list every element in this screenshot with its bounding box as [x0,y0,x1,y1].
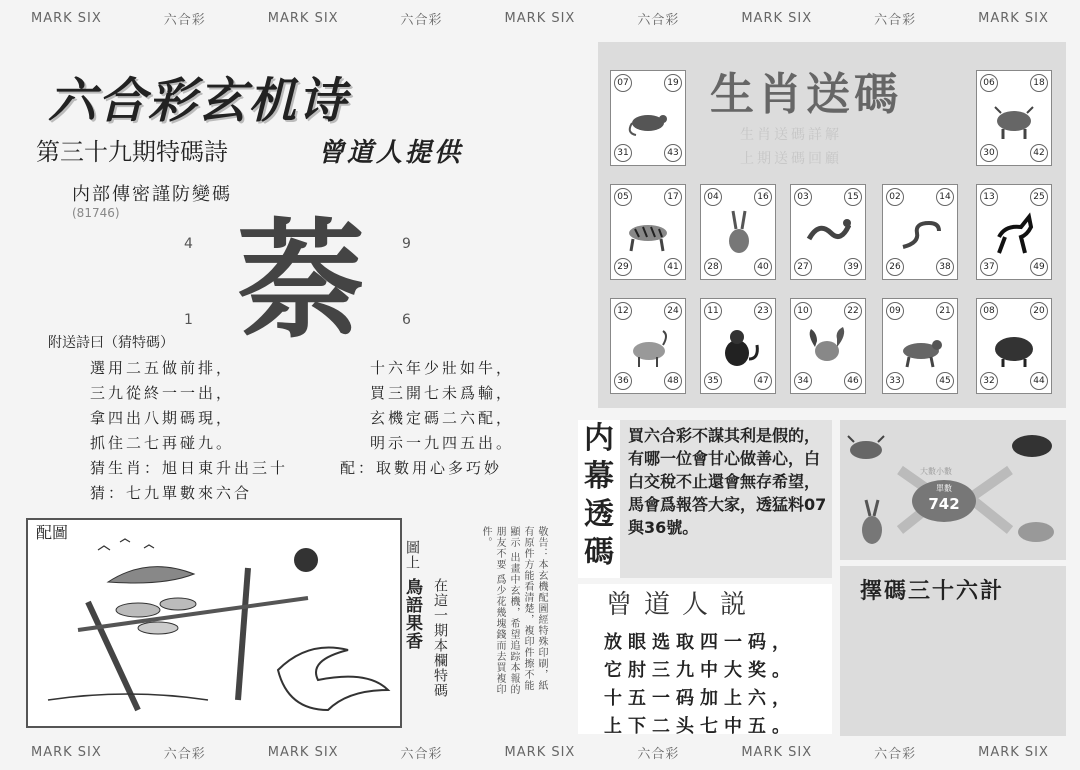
dog-icon [897,323,943,369]
zodiac-faint-line: 上期送碼回顧 [740,151,842,167]
curtain-label-char: 幕 [584,459,614,494]
poem-line: 玄機定碼二六配， [370,409,515,427]
zodiac-faint-line: 生肖送碼詳解 [740,127,842,143]
banner-item: 六合彩 [874,12,917,28]
corner-bottom-right: 6 [402,312,411,328]
dial-faint-label: 大數小數 [920,467,952,476]
zodiac-number: 43 [664,144,682,162]
zodiac-number: 20 [1030,302,1048,320]
zodiac-card [610,298,686,394]
zodiac-card [610,70,686,166]
zodiac-number: 03 [794,188,812,206]
poem-line: 明示一九四五出。 [370,434,515,452]
banner-item: 六合彩 [637,12,680,28]
zodiac-card [882,298,958,394]
poem-right-column [370,356,514,456]
zodiac-number: 44 [1030,372,1048,390]
banner-item: MARK SIX [267,744,339,760]
zodiac-number: 37 [980,258,998,276]
banner-item: 六合彩 [637,746,680,762]
ox-icon [991,95,1037,141]
disclaimer-line: 有原件方能看清楚，複印件擦不能顯示 [508,526,533,691]
curtain-label-char: 碼 [584,535,614,570]
monkey-icon [715,323,761,369]
corner-top-left: 4 [184,236,193,252]
zodiac-card [882,184,958,280]
zodiac-card [700,298,776,394]
zodiac-number: 08 [980,302,998,320]
code-number: (81746) [72,206,120,220]
poem-line: 抓住二七再碰九。 [90,434,235,452]
zodiac-number: 47 [754,372,772,390]
inner-code-label: 内部傳密謹防變碼 [72,184,232,205]
disclaimer-line: 爲少花幾塊錢而去買複印件。 [480,526,505,696]
zodiac-number: 41 [664,258,682,276]
zodiac-number: 40 [754,258,772,276]
zodiac-card [976,70,1052,166]
banner-item: 六合彩 [874,746,917,762]
zodiac-number: 19 [664,74,682,92]
corner-top-right: 9 [402,236,411,252]
banner-item: MARK SIX [267,10,339,26]
says-line: 十五一码加上六， [604,688,796,709]
poem-label: 附送詩曰（猜特碼） [48,335,174,351]
poem-line: 三九從終一一出， [90,384,235,402]
zodiac-card [700,184,776,280]
poem-zodiac-line: 猜生肖：旭日東升出三十 [90,459,289,477]
main-title: 六合彩玄机诗 [48,73,349,129]
period-title: 第三十九期特碼詩 [36,138,228,166]
banner-item: MARK SIX [504,744,576,760]
pig-icon [991,323,1037,369]
rat-icon [625,95,671,141]
strategy-title: 擇碼三十六計 [860,579,1005,604]
picture-caption-main: 鳥語果香 [402,578,422,650]
tiger-icon [625,209,671,255]
curtain-label-char: 内 [584,421,614,456]
poem-line: 拿四出八期碼現， [90,409,235,427]
zodiac-card [790,184,866,280]
poem-pair-line: 配：取數用心多巧妙 [340,459,503,477]
rabbit-icon [715,209,761,255]
says-line: 放眼选取四一码， [604,632,796,653]
curtain-label [578,420,620,578]
zodiac-number: 25 [1030,188,1048,206]
ox-icon [848,436,884,459]
banner-item: MARK SIX [741,10,813,26]
zodiac-card [976,184,1052,280]
zodiac-number: 21 [936,302,954,320]
dial-number: 742 [928,495,960,513]
banner-item: 六合彩 [400,12,443,28]
banner-item: MARK SIX [30,10,102,26]
poem-left-column [90,356,288,506]
poem-line: 買三開七未爲輸， [370,384,515,402]
picture-disclaimer [458,526,548,696]
zodiac-number: 42 [1030,144,1048,162]
dial-small-label: 單數 [936,484,952,493]
bird-bamboo-illustration [28,520,400,726]
pig-icon [1012,435,1052,457]
zodiac-number: 29 [614,258,632,276]
zodiac-number: 34 [794,372,812,390]
zodiac-number: 38 [936,258,954,276]
goat-icon [625,323,671,369]
zodiac-title: 生肖送碼 [710,69,902,120]
says-line: 上下二头七中五。 [604,716,796,737]
zodiac-number: 06 [980,74,998,92]
zodiac-number: 11 [704,302,722,320]
banner-item: MARK SIX [504,10,576,26]
says-line: 它肘三九中大奖。 [604,660,796,681]
zodiac-number: 46 [844,372,862,390]
banner-item: MARK SIX [741,744,813,760]
rooster-icon [805,323,851,369]
bottom-banner [0,738,1080,766]
dragon-icon [805,209,851,255]
zodiac-number: 02 [886,188,904,206]
zodiac-number: 49 [1030,258,1048,276]
disclaimer-line: 出畫中玄機，希望追踪本報的朋友不要 [494,526,519,696]
curtain-label-char: 透 [584,497,614,532]
zodiac-card [976,298,1052,394]
zodiac-number: 22 [844,302,862,320]
zodiac-number: 12 [614,302,632,320]
banner-item: MARK SIX [30,744,102,760]
picture-note: 在這一期本欄特碼 [432,578,448,698]
zodiac-number: 07 [614,74,632,92]
dial-center [912,480,976,522]
poem-line: 選用二五做前排， [90,359,235,377]
zodiac-number: 35 [704,372,722,390]
picture-label: 配圖 [36,523,69,542]
goat-icon [1018,522,1054,542]
zodiac-number: 32 [980,372,998,390]
zodiac-number: 24 [664,302,682,320]
curtain-text: 買六合彩不謀其利是假的，有哪一位會甘心做善心，白白交稅不止還會無存希望，馬會爲報答大家，透猛料07與36號。 [628,426,827,537]
banner-item: 六合彩 [163,746,206,762]
zodiac-number: 30 [980,144,998,162]
zodiac-number: 33 [886,372,904,390]
zodiac-number: 15 [844,188,862,206]
zodiac-number: 45 [936,372,954,390]
top-banner [0,4,1080,32]
banner-item: MARK SIX [978,744,1049,760]
zodiac-number: 27 [794,258,812,276]
zodiac-card [790,298,866,394]
zodiac-number: 48 [664,372,682,390]
zodiac-card [610,184,686,280]
banner-item: 六合彩 [163,12,206,28]
poem-line: 十六年少壯如牛， [370,359,515,377]
rabbit-icon [862,500,882,544]
zodiac-number: 17 [664,188,682,206]
zodiac-number: 04 [704,188,722,206]
zodiac-number: 36 [614,372,632,390]
corner-bottom-left: 1 [184,312,193,328]
zodiac-number: 28 [704,258,722,276]
zodiac-number: 05 [614,188,632,206]
horse-icon [991,209,1037,255]
picture-caption-upper: 圖上 [404,540,420,570]
zodiac-number: 23 [754,302,772,320]
says-title: 曾道人説 [606,590,759,620]
zodiac-number: 10 [794,302,812,320]
zodiac-number: 18 [1030,74,1048,92]
snake-icon [897,209,943,255]
zodiac-number: 31 [614,144,632,162]
zodiac-number: 39 [844,258,862,276]
provider-label: 曾道人提供 [318,138,464,168]
zodiac-number: 14 [936,188,954,206]
zodiac-number: 09 [886,302,904,320]
picture-box [26,518,402,728]
banner-item: 六合彩 [400,746,443,762]
poem-special-line: 猜：七九單數來六合 [90,484,253,502]
zodiac-number: 13 [980,188,998,206]
disclaimer-line: 敬告：本玄機配圖經特殊印刷，紙 [536,526,547,691]
zodiac-number: 16 [754,188,772,206]
banner-item: MARK SIX [978,10,1049,26]
zodiac-number: 26 [886,258,904,276]
big-code-character: 萘 [236,207,365,356]
